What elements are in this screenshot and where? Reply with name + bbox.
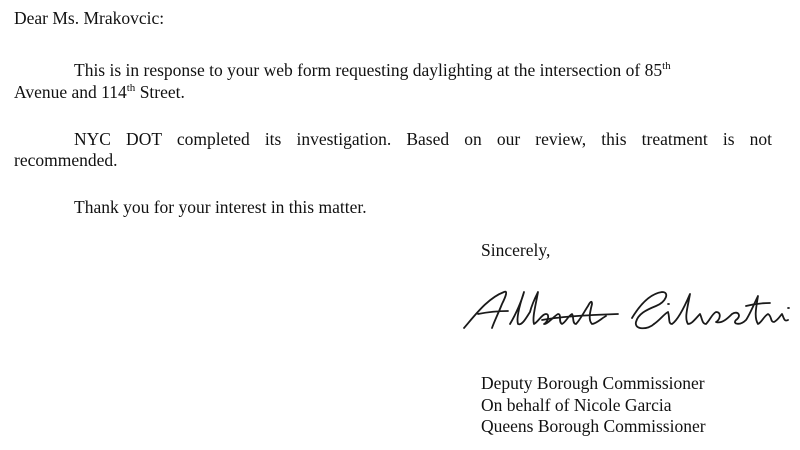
closing: Sincerely, <box>481 240 551 260</box>
signature-stroke-s <box>632 292 666 328</box>
signer-title-3: Queens Borough Commissioner <box>481 416 706 436</box>
signer-title-2: On behalf of Nicole Garcia <box>481 395 672 415</box>
paragraph-2-line-2: recommended. <box>14 150 118 170</box>
paragraph-1-line-1 <box>74 60 671 80</box>
paragraph-2-line-1: NYC DOT completed its investigation. Based on our review, this treatment is not <box>74 129 772 149</box>
ordinal-suffix: th <box>662 60 671 72</box>
paragraph-1-line-2-text-a: Avenue and 114 <box>14 82 127 102</box>
paragraph-1-line-1-text: This is in response to your web form requesting daylighting at the intersection of 85 <box>74 60 663 80</box>
handwritten-signature <box>458 284 794 342</box>
signature-stroke-lbert <box>510 292 606 324</box>
paragraph-1-line-2 <box>14 82 185 102</box>
signature-t-cross <box>746 303 770 306</box>
signature-stroke-a <box>464 292 508 328</box>
salutation: Dear Ms. Mrakovcic: <box>14 8 165 28</box>
paragraph-3: Thank you for your interest in this matter. <box>74 197 367 217</box>
ordinal-suffix: th <box>126 82 136 94</box>
signature-stroke-ilvestri <box>654 294 788 324</box>
signer-title-1: Deputy Borough Commissioner <box>481 373 705 393</box>
paragraph-1-line-2-text-b: Street. <box>135 82 185 102</box>
